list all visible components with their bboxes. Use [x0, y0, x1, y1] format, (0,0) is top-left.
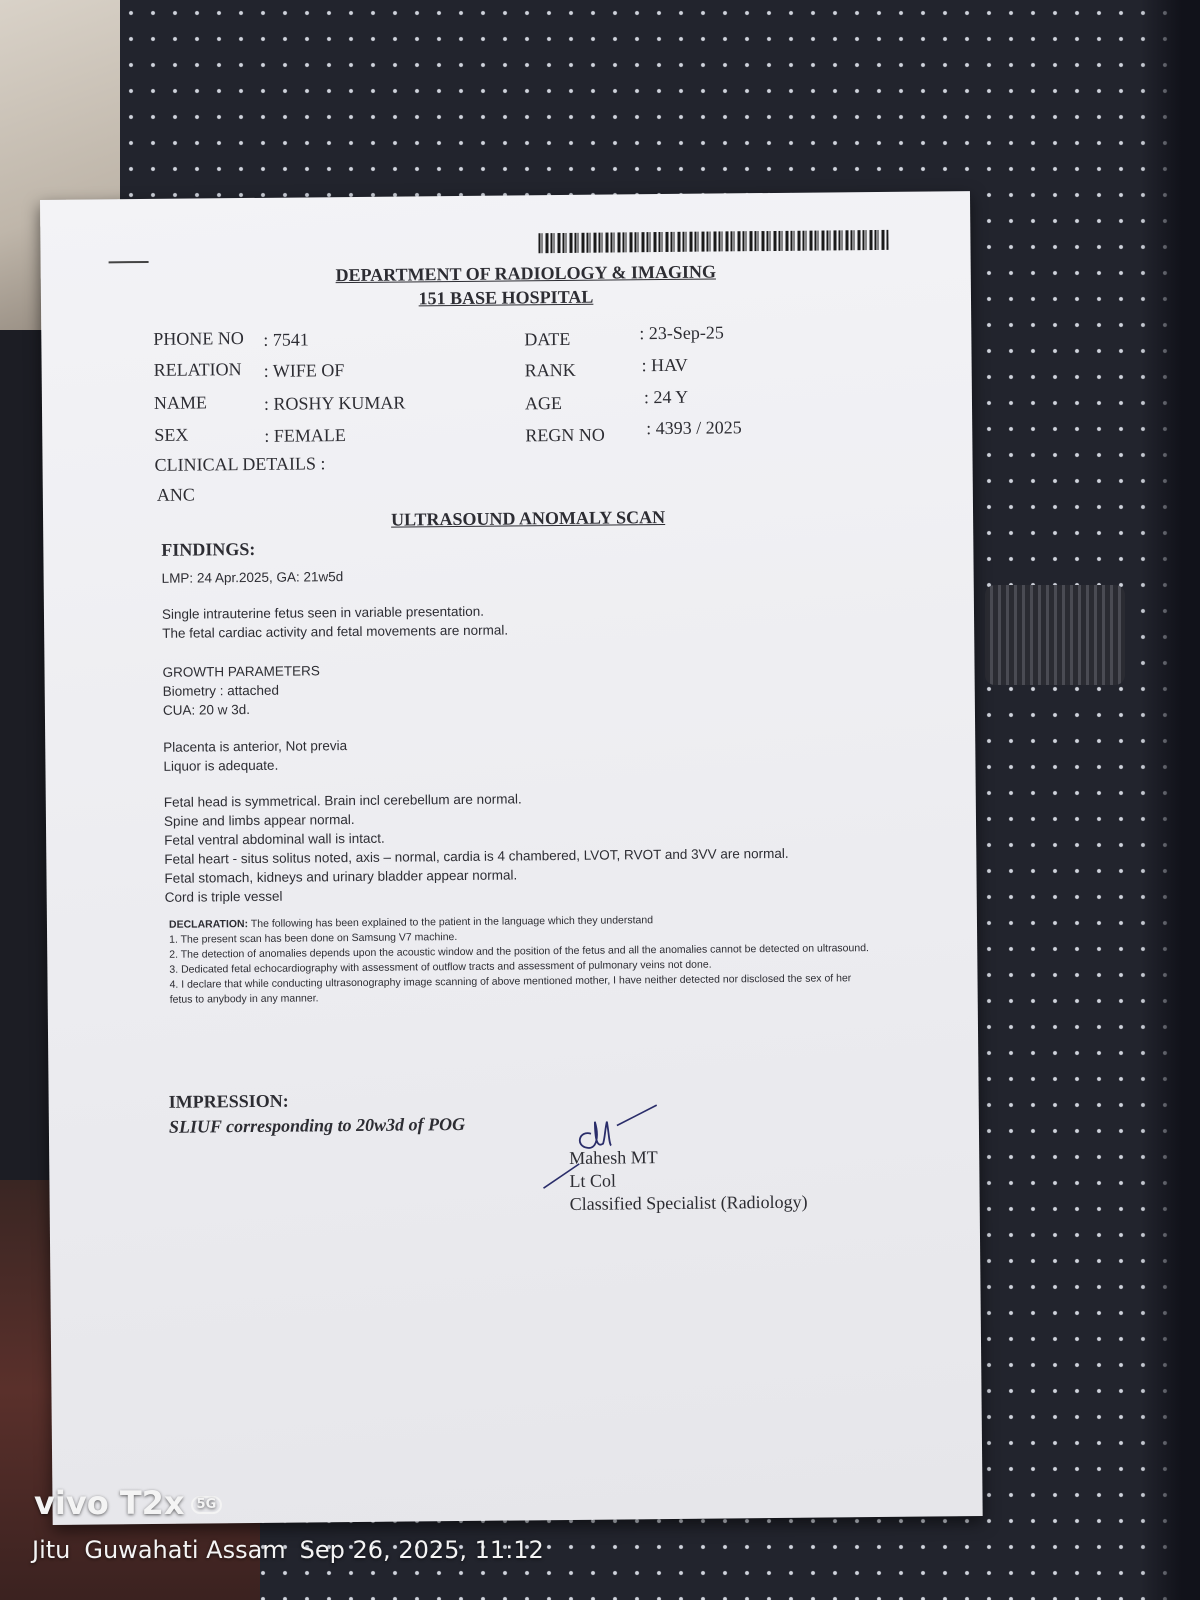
findings-line: Fetal heart - situs solitus noted, axis – normal, cardia is 4 chambered, LVOT, RVOT and 3VV are normal. — [164, 845, 789, 867]
camera-brand: vivo T2x — [34, 1484, 185, 1522]
name-value: : ROSHY KUMAR — [263, 392, 406, 414]
age-label: AGE — [524, 392, 563, 414]
network-badge: 5G — [191, 1496, 223, 1514]
findings-line: The fetal cardiac activity and fetal movements are normal. — [162, 622, 509, 641]
findings-line: Placenta is anterior, Not previa — [163, 738, 348, 755]
camera-brand-watermark — [34, 1484, 222, 1522]
rank-value: : HAV — [641, 354, 688, 376]
impression-text: SLIUF corresponding to 20w3d of POG — [168, 1113, 466, 1137]
findings-heading: FINDINGS: — [161, 538, 256, 560]
signatory-rank: Lt Col — [569, 1170, 617, 1191]
phone-value: : 7541 — [263, 329, 309, 350]
age-value: : 24 Y — [643, 386, 689, 408]
findings-line: Cord is triple vessel — [164, 888, 283, 905]
impression-heading: IMPRESSION: — [168, 1090, 289, 1112]
date-label: DATE — [524, 328, 571, 350]
hospital-title: 151 BASE HOSPITAL — [418, 286, 594, 309]
background-shadow — [1140, 0, 1200, 1600]
margin-dash — [109, 261, 149, 263]
name-label: NAME — [153, 392, 208, 413]
photo-location: Guwahati Assam — [84, 1536, 286, 1564]
declaration-item: 3. Dedicated fetal echocardiography with assessment of outflow tracts and assessment of pulmonary veins not done. — [169, 958, 712, 976]
findings-line: LMP: 24 Apr.2025, GA: 21w5d — [161, 569, 344, 586]
barcode — [538, 230, 888, 253]
findings-line: Fetal ventral abdominal wall is intact. — [164, 830, 385, 848]
signatory-name: Mahesh MT — [569, 1147, 658, 1168]
photo-user: Jitu — [32, 1536, 71, 1564]
declaration-item: 2. The detection of anomalies depends upon the acoustic window and the position of the fetus and all the anomalies cannot be detected on ultrasound. — [169, 942, 869, 961]
findings-line: Spine and limbs appear normal. — [163, 812, 355, 829]
declaration-label: DECLARATION: — [168, 918, 249, 931]
declaration-item: 1. The present scan has been done on Samsung V7 machine. — [169, 931, 458, 946]
department-title: DEPARTMENT OF RADIOLOGY & IMAGING — [335, 261, 717, 286]
clinical-details-label: CLINICAL DETAILS : — [154, 453, 326, 475]
declaration-intro — [169, 914, 653, 931]
relation-value: : WIFE OF — [263, 360, 345, 381]
declaration-item: fetus to anybody in any manner. — [169, 992, 319, 1006]
scan-title: ULTRASOUND ANOMALY SCAN — [390, 507, 666, 530]
findings-line: Liquor is adequate. — [163, 757, 279, 774]
findings-line: Fetal stomach, kidneys and urinary bladder appear normal. — [164, 867, 518, 886]
regn-no-value: : 4393 / 2025 — [646, 417, 742, 439]
sex-value: : FEMALE — [264, 425, 346, 446]
date-value: : 23-Sep-25 — [639, 322, 724, 344]
clinical-details-value: ANC — [156, 484, 195, 505]
regn-no-label: REGN NO — [525, 424, 605, 446]
relation-label: RELATION — [153, 359, 242, 380]
background-strap — [985, 585, 1125, 685]
findings-line: Biometry : attached — [162, 682, 280, 699]
declaration-intro-text: The following has been explained to the patient in the language which they understand — [250, 914, 654, 931]
report-document — [40, 191, 983, 1525]
phone-label: PHONE NO — [153, 328, 244, 349]
declaration-item: 4. I declare that while conducting ultrasonography image scanning of above mentioned mother, I have neither detected nor disclosed the sex of her — [169, 972, 852, 991]
findings-line: CUA: 20 w 3d. — [162, 702, 251, 718]
findings-line: GROWTH PARAMETERS — [162, 663, 320, 680]
photo-datetime: Sep 26, 2025, 11:12 — [299, 1536, 544, 1564]
sex-label: SEX — [154, 424, 189, 445]
signatory-title: Classified Specialist (Radiology) — [569, 1191, 808, 1214]
findings-line: Fetal head is symmetrical. Brain incl cerebellum are normal. — [163, 791, 522, 810]
rank-label: RANK — [524, 359, 576, 381]
photo-metadata-watermark — [32, 1536, 558, 1564]
findings-line: Single intrauterine fetus seen in variable presentation. — [161, 603, 484, 622]
